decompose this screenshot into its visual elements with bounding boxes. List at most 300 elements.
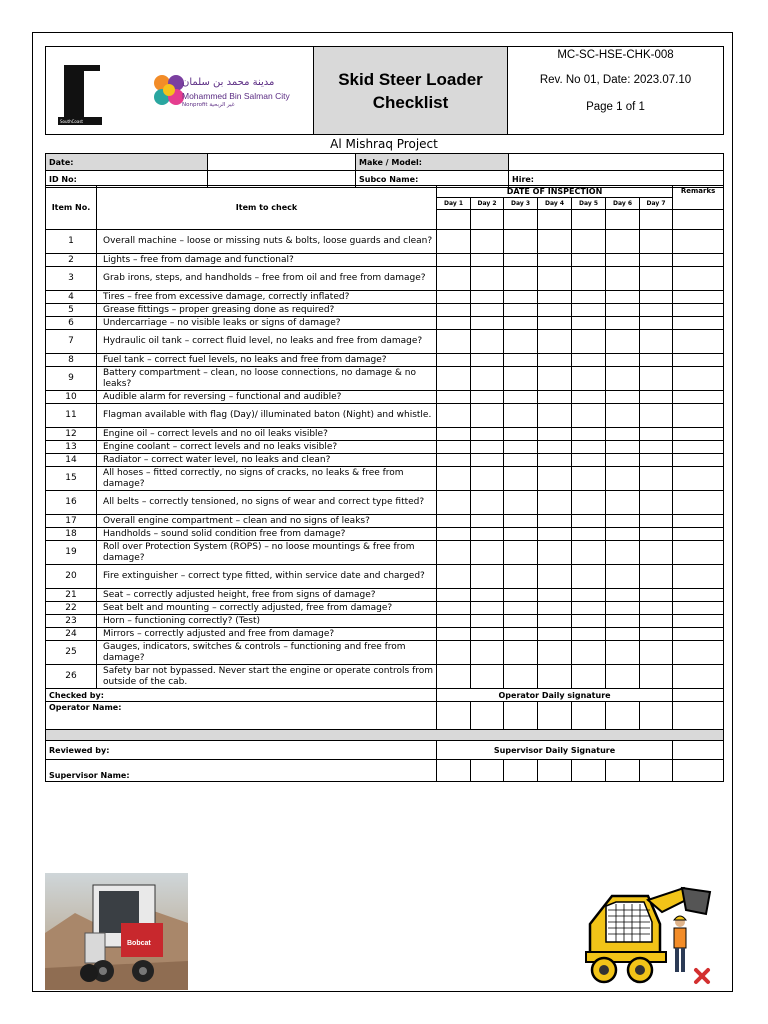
table-row <box>46 428 724 441</box>
day-check-cell[interactable] <box>437 441 471 454</box>
make-model-label: Make / Model: <box>356 154 509 171</box>
remarks-cell[interactable] <box>673 391 724 404</box>
signature-cell[interactable] <box>640 760 673 782</box>
day-check-cell[interactable] <box>471 515 504 528</box>
table-row <box>46 230 724 254</box>
day-check-cell[interactable] <box>538 441 572 454</box>
day-check-cell[interactable] <box>504 267 538 291</box>
day-check-cell[interactable] <box>538 641 572 665</box>
table-row <box>46 589 724 602</box>
document-header <box>45 46 724 135</box>
item-description: Tires – free from excessive damage, correctly inflated? <box>97 291 437 304</box>
day-check-cell[interactable] <box>437 565 471 589</box>
item-description: Fuel tank – correct fuel levels, no leaks and free from damage? <box>97 354 437 367</box>
remarks-cell[interactable] <box>673 330 724 354</box>
day-check-cell[interactable] <box>572 565 606 589</box>
operator-name-label: Operator Name: <box>46 702 437 730</box>
day-check-cell[interactable] <box>504 391 538 404</box>
day-check-cell[interactable] <box>538 541 572 565</box>
remarks-cell[interactable] <box>673 317 724 330</box>
day-check-cell[interactable] <box>606 230 640 254</box>
day-check-cell[interactable] <box>504 641 538 665</box>
day-check-cell[interactable] <box>437 317 471 330</box>
remarks-cell[interactable] <box>673 467 724 491</box>
item-to-check-header: Item to check <box>97 186 437 230</box>
day-check-cell[interactable] <box>471 304 504 317</box>
day-check-cell[interactable] <box>640 267 673 291</box>
remarks-cell[interactable] <box>673 254 724 267</box>
page-number: Page 1 of 1 <box>586 101 645 113</box>
day-check-cell[interactable] <box>640 641 673 665</box>
day-header: Day 1 <box>437 198 471 210</box>
id-label: ID No: <box>46 171 208 188</box>
day-check-cell[interactable] <box>572 541 606 565</box>
day-check-cell[interactable] <box>606 541 640 565</box>
day-check-cell[interactable] <box>640 230 673 254</box>
day-check-cell[interactable] <box>572 528 606 541</box>
day-check-cell[interactable] <box>437 628 471 641</box>
day-check-cell[interactable] <box>640 602 673 615</box>
remarks-cell[interactable] <box>673 454 724 467</box>
table-row <box>46 665 724 689</box>
day-check-cell[interactable] <box>538 367 572 391</box>
remarks-cell[interactable] <box>673 428 724 441</box>
supervisor-name-label: Supervisor Name: <box>46 760 437 782</box>
day-check-cell[interactable] <box>504 317 538 330</box>
day-check-cell[interactable] <box>471 528 504 541</box>
make-model-field[interactable] <box>509 154 724 171</box>
day-check-cell[interactable] <box>504 404 538 428</box>
day-check-cell[interactable] <box>437 454 471 467</box>
day-check-cell[interactable] <box>437 267 471 291</box>
day-check-cell[interactable] <box>538 665 572 689</box>
day-check-cell[interactable] <box>606 354 640 367</box>
signature-cell[interactable] <box>606 760 640 782</box>
day-check-cell[interactable] <box>606 628 640 641</box>
day-check-cell[interactable] <box>640 515 673 528</box>
item-number: 3 <box>46 267 97 291</box>
day-check-cell[interactable] <box>572 641 606 665</box>
day-check-cell[interactable] <box>437 491 471 515</box>
day-check-cell[interactable] <box>504 589 538 602</box>
day-check-cell[interactable] <box>538 267 572 291</box>
operator-signature-header: Operator Daily signature <box>437 689 673 702</box>
day-check-cell[interactable] <box>504 428 538 441</box>
day-check-cell[interactable] <box>640 404 673 428</box>
day-check-cell[interactable] <box>538 330 572 354</box>
day-check-cell[interactable] <box>538 230 572 254</box>
table-row <box>46 454 724 467</box>
day-check-cell[interactable] <box>640 467 673 491</box>
item-description: Fire extinguisher – correct type fitted, within service date and charged? <box>97 565 437 589</box>
day-check-cell[interactable] <box>606 404 640 428</box>
day-check-cell[interactable] <box>606 367 640 391</box>
table-row <box>46 467 724 491</box>
signature-cell[interactable] <box>471 760 504 782</box>
signature-cell[interactable] <box>538 760 572 782</box>
remarks-cell[interactable] <box>673 589 724 602</box>
day-check-cell[interactable] <box>606 254 640 267</box>
day-check-cell[interactable] <box>538 391 572 404</box>
day-check-cell[interactable] <box>471 541 504 565</box>
item-description: Overall machine – loose or missing nuts & bolts, loose guards and clean? <box>97 230 437 254</box>
item-description: Horn – functioning correctly? (Test) <box>97 615 437 628</box>
day-check-cell[interactable] <box>640 491 673 515</box>
day-check-cell[interactable] <box>437 515 471 528</box>
signature-cell[interactable] <box>471 702 504 730</box>
day-header: Day 4 <box>538 198 572 210</box>
day-check-cell[interactable] <box>572 304 606 317</box>
day-check-cell[interactable] <box>538 304 572 317</box>
day-check-cell[interactable] <box>538 404 572 428</box>
day-check-cell[interactable] <box>572 428 606 441</box>
day-check-cell[interactable] <box>606 467 640 491</box>
day-check-cell[interactable] <box>572 515 606 528</box>
day-check-cell[interactable] <box>471 267 504 291</box>
day-check-cell[interactable] <box>640 391 673 404</box>
signature-cell[interactable] <box>504 760 538 782</box>
item-number: 23 <box>46 615 97 628</box>
item-description: Flagman available with flag (Day)/ illuminated baton (Night) and whistle. <box>97 404 437 428</box>
day-check-cell[interactable] <box>471 467 504 491</box>
day-check-cell[interactable] <box>504 454 538 467</box>
remarks-cell[interactable] <box>673 441 724 454</box>
day-check-cell[interactable] <box>572 628 606 641</box>
day-check-cell[interactable] <box>437 589 471 602</box>
remarks-cell[interactable] <box>673 528 724 541</box>
day-check-cell[interactable] <box>437 665 471 689</box>
remarks-cell[interactable] <box>673 291 724 304</box>
remarks-cell[interactable] <box>673 615 724 628</box>
item-description: Radiator – correct water level, no leaks and clean? <box>97 454 437 467</box>
day-check-cell[interactable] <box>471 254 504 267</box>
remarks-cell[interactable] <box>673 602 724 615</box>
day-check-cell[interactable] <box>504 515 538 528</box>
day-check-cell[interactable] <box>572 441 606 454</box>
supervisor-signature-header: Supervisor Daily Signature <box>437 741 673 760</box>
day-check-cell[interactable] <box>606 528 640 541</box>
signature-cell[interactable] <box>640 702 673 730</box>
day-check-cell[interactable] <box>504 665 538 689</box>
item-description: Handholds – sound solid condition free from damage? <box>97 528 437 541</box>
item-description: Hydraulic oil tank – correct fluid level, no leaks and free from damage? <box>97 330 437 354</box>
remarks-cell[interactable] <box>673 491 724 515</box>
day-check-cell[interactable] <box>471 615 504 628</box>
table-row <box>46 330 724 354</box>
day-check-cell[interactable] <box>504 628 538 641</box>
day-check-cell[interactable] <box>538 354 572 367</box>
day-check-cell[interactable] <box>572 230 606 254</box>
day-check-cell[interactable] <box>640 628 673 641</box>
day-check-cell[interactable] <box>437 641 471 665</box>
day-check-cell[interactable] <box>572 254 606 267</box>
day-check-cell[interactable] <box>606 515 640 528</box>
day-check-cell[interactable] <box>437 541 471 565</box>
day-check-cell[interactable] <box>504 230 538 254</box>
day-check-cell[interactable] <box>538 515 572 528</box>
day-check-cell[interactable] <box>606 291 640 304</box>
day-check-cell[interactable] <box>471 665 504 689</box>
day-check-cell[interactable] <box>606 589 640 602</box>
logo-cell <box>46 47 314 135</box>
date-of-inspection-header: DATE OF INSPECTION <box>437 186 673 198</box>
remarks-header: Remarks <box>673 186 724 210</box>
day-check-cell[interactable] <box>471 602 504 615</box>
remarks-cell[interactable] <box>673 267 724 291</box>
day-check-cell[interactable] <box>640 615 673 628</box>
item-description: Battery compartment – clean, no loose connections, no damage & no leaks? <box>97 367 437 391</box>
day-check-cell[interactable] <box>572 615 606 628</box>
day-check-cell[interactable] <box>471 391 504 404</box>
item-description: Overall engine compartment – clean and no signs of leaks? <box>97 515 437 528</box>
day-check-cell[interactable] <box>572 330 606 354</box>
checklist-title: Skid Steer Loader Checklist <box>314 47 508 135</box>
day-check-cell[interactable] <box>640 565 673 589</box>
day-check-cell[interactable] <box>504 367 538 391</box>
table-row <box>46 254 724 267</box>
day-check-cell[interactable] <box>471 454 504 467</box>
remarks-cell[interactable] <box>673 565 724 589</box>
day-check-cell[interactable] <box>504 254 538 267</box>
svg-text:Bobcat: Bobcat <box>127 940 151 947</box>
day-check-cell[interactable] <box>471 367 504 391</box>
day-check-cell[interactable] <box>538 291 572 304</box>
signature-cell[interactable] <box>572 702 606 730</box>
day-check-cell[interactable] <box>471 354 504 367</box>
day-check-cell[interactable] <box>572 404 606 428</box>
day-check-cell[interactable] <box>437 291 471 304</box>
day-check-cell[interactable] <box>606 330 640 354</box>
signature-cell[interactable] <box>437 760 471 782</box>
day-check-cell[interactable] <box>572 665 606 689</box>
document-reference <box>508 47 724 135</box>
day-check-cell[interactable] <box>640 354 673 367</box>
day-check-cell[interactable] <box>504 441 538 454</box>
remarks-cell[interactable] <box>673 665 724 689</box>
signature-cell[interactable] <box>437 702 471 730</box>
day-check-cell[interactable] <box>471 428 504 441</box>
day-check-cell[interactable] <box>504 304 538 317</box>
day-header: Day 5 <box>572 198 606 210</box>
day-check-cell[interactable] <box>471 441 504 454</box>
day-check-cell[interactable] <box>606 304 640 317</box>
table-row <box>46 354 724 367</box>
remarks-cell[interactable] <box>673 304 724 317</box>
remarks-cell[interactable] <box>673 628 724 641</box>
day-check-cell[interactable] <box>471 230 504 254</box>
remarks-cell[interactable] <box>673 404 724 428</box>
day-check-cell[interactable] <box>606 391 640 404</box>
day-check-cell[interactable] <box>606 491 640 515</box>
day-check-cell[interactable] <box>437 230 471 254</box>
day-check-cell[interactable] <box>504 541 538 565</box>
table-row <box>46 441 724 454</box>
day-check-cell[interactable] <box>606 565 640 589</box>
day-check-cell[interactable] <box>471 404 504 428</box>
day-check-cell[interactable] <box>640 441 673 454</box>
day-check-cell[interactable] <box>538 615 572 628</box>
day-check-cell[interactable] <box>572 491 606 515</box>
reviewed-by-label: Reviewed by: <box>46 741 437 760</box>
table-row <box>46 304 724 317</box>
day-check-cell[interactable] <box>572 317 606 330</box>
signature-cell[interactable] <box>504 702 538 730</box>
day-check-cell[interactable] <box>471 628 504 641</box>
day-check-cell[interactable] <box>572 589 606 602</box>
day-check-cell[interactable] <box>504 291 538 304</box>
item-description: Grease fittings – proper greasing done as required? <box>97 304 437 317</box>
day-check-cell[interactable] <box>437 404 471 428</box>
item-number: 17 <box>46 515 97 528</box>
item-description: Engine oil – correct levels and no oil leaks visible? <box>97 428 437 441</box>
day-check-cell[interactable] <box>538 589 572 602</box>
item-description: Engine coolant – correct levels and no leaks visible? <box>97 441 437 454</box>
day-check-cell[interactable] <box>471 641 504 665</box>
remarks-cell[interactable] <box>673 354 724 367</box>
doc-code: MC-SC-HSE-CHK-008 <box>557 49 674 61</box>
table-row <box>46 541 724 565</box>
item-description: Gauges, indicators, switches & controls – functioning and free from damage? <box>97 641 437 665</box>
signature-cell[interactable] <box>538 702 572 730</box>
day-check-cell[interactable] <box>471 317 504 330</box>
item-number: 4 <box>46 291 97 304</box>
day-check-cell[interactable] <box>504 528 538 541</box>
day-check-cell[interactable] <box>640 254 673 267</box>
day-check-cell[interactable] <box>606 615 640 628</box>
signature-cell[interactable] <box>572 760 606 782</box>
day-check-cell[interactable] <box>538 491 572 515</box>
day-check-cell[interactable] <box>606 267 640 291</box>
day-check-cell[interactable] <box>471 565 504 589</box>
item-number: 26 <box>46 665 97 689</box>
day-check-cell[interactable] <box>538 317 572 330</box>
day-check-cell[interactable] <box>572 267 606 291</box>
day-check-cell[interactable] <box>640 428 673 441</box>
day-check-cell[interactable] <box>640 367 673 391</box>
item-description: All hoses – fitted correctly, no signs of cracks, no leaks & free from damage? <box>97 467 437 491</box>
day-check-cell[interactable] <box>538 428 572 441</box>
day-check-cell[interactable] <box>606 641 640 665</box>
table-row <box>46 602 724 615</box>
item-number: 11 <box>46 404 97 428</box>
day-check-cell[interactable] <box>538 628 572 641</box>
day-header: Day 6 <box>606 198 640 210</box>
item-number: 16 <box>46 491 97 515</box>
item-no-header: Item No. <box>46 186 97 230</box>
day-check-cell[interactable] <box>437 615 471 628</box>
day-check-cell[interactable] <box>437 428 471 441</box>
day-check-cell[interactable] <box>471 330 504 354</box>
day-check-cell[interactable] <box>640 317 673 330</box>
day-check-cell[interactable] <box>640 330 673 354</box>
day-check-cell[interactable] <box>437 367 471 391</box>
day-check-cell[interactable] <box>572 454 606 467</box>
day-check-cell[interactable] <box>471 291 504 304</box>
day-check-cell[interactable] <box>606 602 640 615</box>
day-check-cell[interactable] <box>437 602 471 615</box>
checked-by-label: Checked by: <box>46 689 437 702</box>
remarks-cell[interactable] <box>673 515 724 528</box>
day-check-cell[interactable] <box>504 330 538 354</box>
remarks-cell[interactable] <box>673 367 724 391</box>
signature-cell[interactable] <box>606 702 640 730</box>
day-check-cell[interactable] <box>437 467 471 491</box>
checklist-table <box>45 185 724 782</box>
signature-remarks-cell[interactable] <box>673 760 724 782</box>
hire-field[interactable]: Hire: <box>509 171 724 188</box>
day-check-cell[interactable] <box>606 317 640 330</box>
day-check-cell[interactable] <box>538 254 572 267</box>
day-check-cell[interactable] <box>538 528 572 541</box>
day-check-cell[interactable] <box>504 602 538 615</box>
day-check-cell[interactable] <box>640 589 673 602</box>
day-check-cell[interactable] <box>640 528 673 541</box>
day-check-cell[interactable] <box>640 304 673 317</box>
day-check-cell[interactable] <box>572 602 606 615</box>
day-check-cell[interactable] <box>538 467 572 491</box>
day-check-cell[interactable] <box>640 541 673 565</box>
day-check-cell[interactable] <box>437 391 471 404</box>
day-check-cell[interactable] <box>606 428 640 441</box>
remarks-cell[interactable] <box>673 541 724 565</box>
day-check-cell[interactable] <box>606 454 640 467</box>
day-check-cell[interactable] <box>437 304 471 317</box>
item-description: Undercarriage – no visible leaks or signs of damage? <box>97 317 437 330</box>
day-check-cell[interactable] <box>437 528 471 541</box>
day-check-cell[interactable] <box>538 602 572 615</box>
day-check-cell[interactable] <box>504 615 538 628</box>
day-check-cell[interactable] <box>504 467 538 491</box>
day-check-cell[interactable] <box>572 291 606 304</box>
date-field[interactable] <box>208 154 356 171</box>
date-label: Date: <box>46 154 208 171</box>
info-table <box>45 153 724 188</box>
item-description: Safety bar not bypassed. Never start the engine or operate controls from outside of the cab. <box>97 665 437 689</box>
day-check-cell[interactable] <box>606 441 640 454</box>
day-check-cell[interactable] <box>471 589 504 602</box>
item-description: Lights – free from damage and functional? <box>97 254 437 267</box>
item-description: Mirrors – correctly adjusted and free from damage? <box>97 628 437 641</box>
remarks-cell[interactable] <box>673 230 724 254</box>
day-check-cell[interactable] <box>538 565 572 589</box>
day-check-cell[interactable] <box>538 454 572 467</box>
table-row <box>46 641 724 665</box>
day-check-cell[interactable] <box>437 330 471 354</box>
day-check-cell[interactable] <box>471 491 504 515</box>
day-check-cell[interactable] <box>640 665 673 689</box>
day-check-cell[interactable] <box>572 354 606 367</box>
day-check-cell[interactable] <box>437 254 471 267</box>
table-row <box>46 515 724 528</box>
item-number: 10 <box>46 391 97 404</box>
day-check-cell[interactable] <box>572 367 606 391</box>
day-check-cell[interactable] <box>640 454 673 467</box>
day-check-cell[interactable] <box>504 491 538 515</box>
day-check-cell[interactable] <box>504 354 538 367</box>
day-check-cell[interactable] <box>572 391 606 404</box>
day-check-cell[interactable] <box>606 665 640 689</box>
signature-remarks-cell[interactable] <box>673 702 724 730</box>
day-check-cell[interactable] <box>640 291 673 304</box>
table-row <box>46 491 724 515</box>
day-check-cell[interactable] <box>504 565 538 589</box>
item-number: 20 <box>46 565 97 589</box>
item-number: 5 <box>46 304 97 317</box>
item-description: Seat belt and mounting – correctly adjusted, free from damage? <box>97 602 437 615</box>
remarks-cell[interactable] <box>673 641 724 665</box>
day-check-cell[interactable] <box>437 354 471 367</box>
day-check-cell[interactable] <box>572 467 606 491</box>
